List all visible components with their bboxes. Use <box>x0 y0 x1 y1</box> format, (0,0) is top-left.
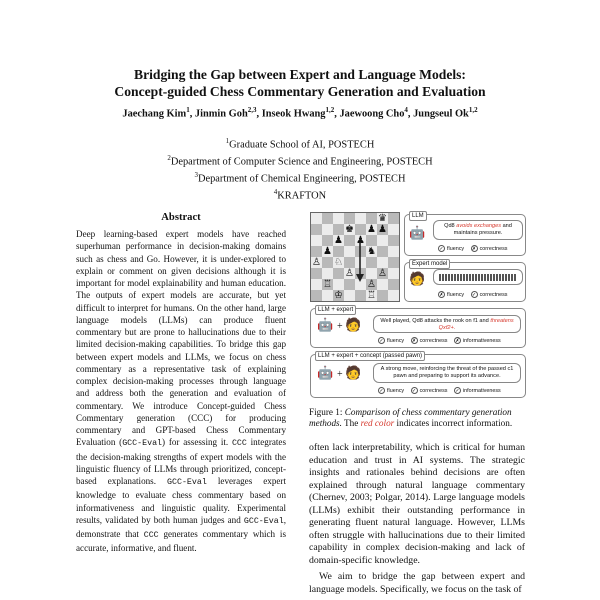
score-label: informativeness <box>462 387 501 394</box>
check-icon: ✓ <box>471 292 477 298</box>
abstract-heading: Abstract <box>161 212 201 223</box>
chess-piece: ♙ <box>345 268 354 279</box>
chess-piece: ♚ <box>345 224 354 235</box>
title-line-2: Concept-guided Chess Commentary Generation and Evaluation <box>114 84 486 99</box>
affiliation: $^4$KRAFTON <box>273 188 327 202</box>
caption-red: red color <box>360 418 395 429</box>
check-icon: ✓ <box>411 388 417 394</box>
score-label: fluency <box>387 387 405 394</box>
panel-tag: LLM <box>409 211 427 221</box>
ccc-term: CCC <box>231 439 247 449</box>
chess-piece: ♖ <box>323 279 332 290</box>
robot-icon: 🤖 <box>317 318 334 333</box>
gcc-eval-term: GCC-Eval <box>167 478 207 487</box>
score-label: correctness <box>419 337 448 344</box>
author-name: Jungseul Ok <box>413 108 469 120</box>
panel-tag: Expert model <box>409 259 450 269</box>
abstract-text: , demonstrate that <box>76 514 286 539</box>
move-arrow <box>310 212 400 302</box>
ccc-term: CCC <box>191 412 210 423</box>
affiliation: $^1$Graduate School of AI, POSTECH <box>225 137 375 151</box>
chess-piece: ♟ <box>334 235 343 246</box>
abstract-text: generates commentary which is accurate, informative, and fluent. <box>76 529 286 554</box>
chess-piece: ♘ <box>334 257 343 268</box>
score-label: fluency <box>447 291 465 298</box>
bubble-text: Qd8 <box>444 223 457 229</box>
chess-piece: ♛ <box>378 213 387 224</box>
bubble-incorrect-text: threatens Qxf2+. <box>438 318 514 331</box>
expert-panel <box>404 262 526 302</box>
author-affil-mark: 4 <box>404 106 408 114</box>
commentary-bubble <box>433 220 523 240</box>
bubble-text: and maintains pressure. <box>453 223 512 236</box>
cross-icon: ✗ <box>439 292 444 298</box>
author-list: Jaechang Kim$^1$, Jinmin Goh$^{2,3}$, Inseok Hwang$^{1,2}$, Jaewoong Cho$^4$, Jungseul Ok$^{1,2}$ <box>122 106 478 120</box>
chess-piece: ♞ <box>367 246 376 257</box>
check-icon: ✓ <box>439 246 444 252</box>
plus-icon: + <box>337 369 343 380</box>
bubble-incorrect-text: avoids exchanges <box>456 223 502 229</box>
chess-piece: ♙ <box>312 257 321 268</box>
score-label: fluency <box>387 337 405 344</box>
bubble-text: Well played, Qd8 attacks the rook on f1 and <box>380 318 491 324</box>
chess-piece: ♟ <box>367 224 376 235</box>
abstract-text: integrates the decision-making strengths of expert models with the linguistic fluency of LLMs through prioritized, concept-based explanations. <box>76 437 286 486</box>
affiliation: $^3$Department of Chemical Engineering, POSTECH <box>194 171 406 185</box>
check-icon: ✓ <box>455 388 460 394</box>
chess-piece: ♙ <box>367 279 376 290</box>
score-label: fluency <box>447 245 465 252</box>
body-paragraph: We aim to bridge the gap between expert and language models. Specifically, we focus on the task of <box>309 571 525 596</box>
score-row <box>433 291 507 299</box>
author-affil-mark: 2,3 <box>247 106 257 114</box>
chess-piece: ♟ <box>356 235 365 246</box>
author-affil-mark: 1,2 <box>468 106 478 114</box>
cross-icon: ✗ <box>471 246 477 252</box>
robot-icon: 🤖 <box>409 226 426 241</box>
scribble <box>439 274 517 281</box>
abstract-body <box>76 228 286 555</box>
author-name: Jaewoong Cho <box>339 108 405 120</box>
score-label: correctness <box>479 291 508 298</box>
gcc-eval-term: GCC-Eval <box>243 516 284 526</box>
author-name: Jaechang Kim <box>122 108 187 120</box>
chess-piece: ♟ <box>323 246 332 257</box>
gcc-eval-term: GCC-Eval <box>122 439 163 449</box>
llm-expert-panel <box>310 308 526 348</box>
score-row <box>433 245 507 253</box>
score-label: correctness <box>479 245 508 252</box>
expert-icon: 🧑 <box>345 366 362 381</box>
figure-caption <box>309 407 525 430</box>
ccc-term: CCC <box>143 531 159 540</box>
check-icon: ✓ <box>379 388 384 394</box>
scribble-bubble <box>433 269 523 285</box>
score-row <box>373 387 501 395</box>
expert-icon: 🧑 <box>345 318 362 333</box>
right-column-body <box>309 442 525 597</box>
llm-panel <box>404 214 526 256</box>
chess-piece: ♖ <box>367 290 376 301</box>
author-name: Jinmin Goh <box>194 108 248 120</box>
check-icon: ✓ <box>379 338 384 344</box>
author-affil-mark: 1 <box>186 106 190 114</box>
author-name: Inseok Hwang <box>261 108 326 120</box>
body-paragraph: often lack interpretability, which is critical for human education and trust in AI systems. The strategic insights and rationales behind decisions are often explained through natural language commentary (Chernev, 2003; Polgar, 2014). Large language models (LLMs) exhibit their outstanding performance in generating fluent natural language. However, LLMs often struggle with hallucinations due to their limited capability in complex decision-making and lack of domain-specific knowledge. <box>309 442 525 566</box>
robot-icon: 🤖 <box>317 366 334 381</box>
cross-icon: ✗ <box>455 338 460 344</box>
score-row <box>373 337 501 345</box>
chess-piece: ♔ <box>334 290 343 301</box>
affiliation-list <box>40 135 560 203</box>
chess-piece: ♙ <box>378 268 387 279</box>
abstract-text: ) for assessing it. <box>162 437 232 448</box>
abstract-text: Deep learning-based expert models have reached superhuman performance in decision-making domains such as chess and Go. However, it is under-explored to explain or comment on given decisions although it is important for model explainability and human education. The outputs of expert models are accurate, but yet difficult to interpret for humans. On the other hand, large language models (LLMs) can produce fluent commentary but are prone to hallucinations due to their limited decision-making capabilities. To bridge this gap between expert models and LLMs, we focus on chess commentary as a representative task of explaining complex decision-making processes through language and address both the generation and evaluation of commentary. We introduce Concept-guided Chess Commentary generation ( <box>76 229 286 423</box>
paper-title <box>40 66 560 100</box>
caption-text: The <box>341 418 361 429</box>
commentary-bubble <box>373 315 521 333</box>
author-affil-mark: 1,2 <box>325 106 335 114</box>
caption-italic: Comparison of chess commentary generation methods. <box>309 407 512 429</box>
figure-1 <box>310 212 526 398</box>
caption-label: Figure 1: <box>309 407 345 417</box>
panel-tag: LLM + expert <box>315 305 356 315</box>
score-label: informativeness <box>462 337 501 344</box>
caption-text: indicates incorrect information. <box>394 418 513 429</box>
affiliation: $^2$Department of Computer Science and Engineering, POSTECH <box>167 154 433 168</box>
llm-expert-concept-panel <box>310 354 526 398</box>
expert-icon: 🧑 <box>409 272 426 287</box>
plus-icon: + <box>337 321 343 332</box>
commentary-bubble: A strong move, reinforcing the threat of the passed c1 pawn and preparing to support its advance. <box>373 363 521 383</box>
abstract-text: leverages expert knowledge to evaluate chess commentary based on informativeness and linguistic quality. Experimental results, validated by both human judges and <box>76 476 286 525</box>
chess-piece: ♟ <box>378 224 387 235</box>
score-label: correctness <box>419 387 448 394</box>
title-line-1: Bridging the Gap between Expert and Language Models: <box>134 67 466 82</box>
panel-tag: LLM + expert + concept (passed pawn) <box>315 351 425 361</box>
abstract-text: ) for producing commentary and GPT-based Chess Commentary Evaluation ( <box>76 412 286 448</box>
cross-icon: ✗ <box>411 338 417 344</box>
